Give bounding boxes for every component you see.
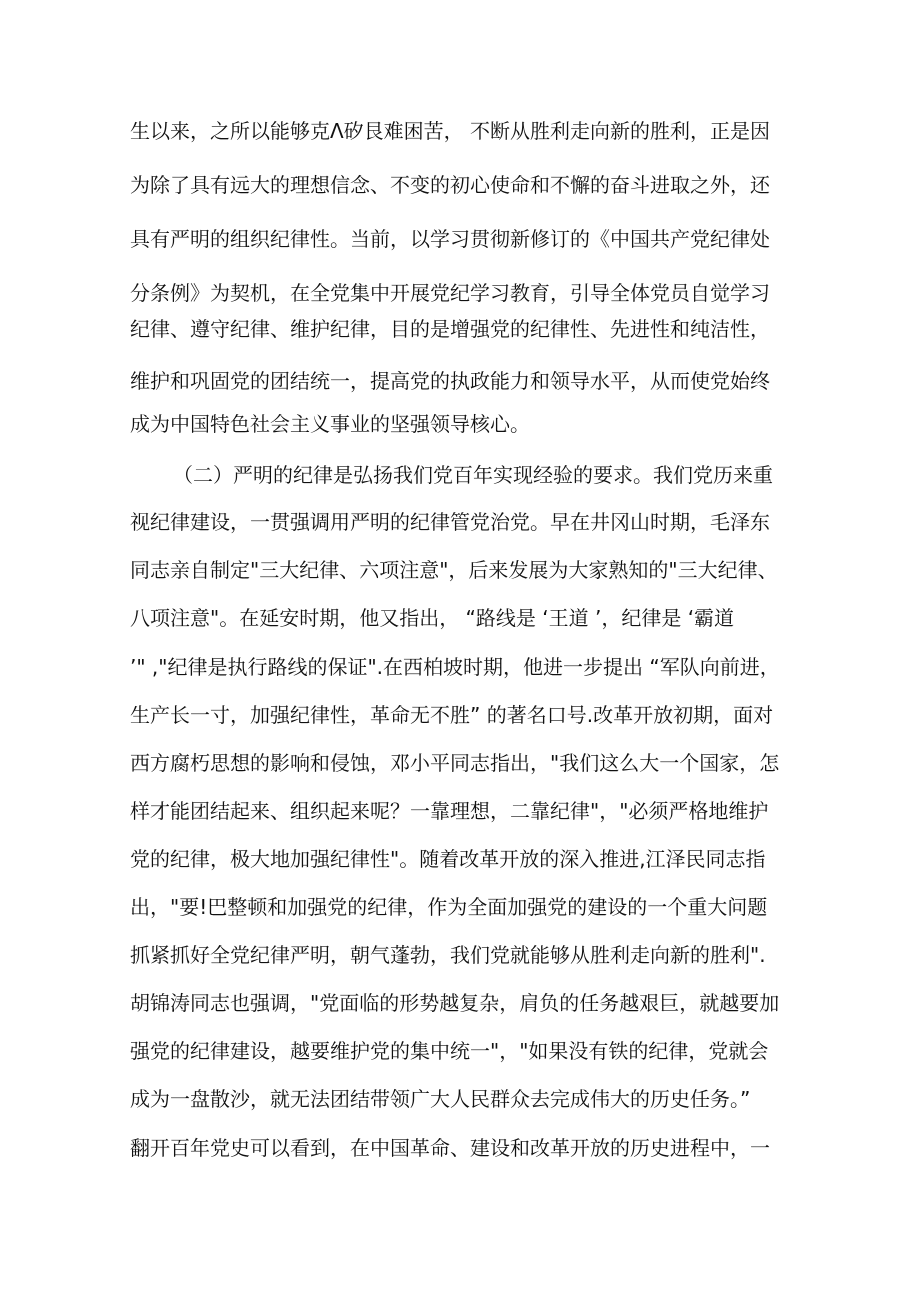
text-line: 纪律、遵守纪律、维护纪律，目的是增强党的纪律性、先进性和纯洁性， — [130, 317, 770, 341]
text-line: 生以来，之所以能够克Λ矽艮难困苦， 不断从胜利走向新的胜利，正是因 — [130, 119, 771, 143]
text-line: 西方腐朽思想的影响和侵蚀，邓小平同志指出，"我们这么大一个国家，怎 — [130, 751, 780, 775]
text-line: 成为中国特色社会主义事业的坚强领导核心。 — [130, 412, 530, 436]
text-line: 强党的纪律建设，越要维护党的集中统一"，"如果没有铁的纪律，党就会 — [130, 1039, 769, 1063]
text-line: 分条例》为契机，在全党集中开展党纪学习教育，引导全体党员自觉学习 — [130, 281, 770, 305]
text-line: 生产长一寸，加强纪律性，革命无不胜” 的著名口号.改革开放初期，面对 — [130, 703, 774, 727]
text-line: 翻开百年党史可以看到，在中国革命、建设和改革开放的历史进程中，一 — [130, 1136, 770, 1160]
paragraph-heading-line: （二）严明的纪律是弘扬我们党百年实现经验的要求。我们党历来重 — [173, 463, 773, 487]
text-line: 为除了具有远大的理想信念、不变的初心使命和不懈的奋斗进取之外，还 — [130, 173, 770, 197]
text-line: 具有严明的组织纪律性。当前，以学习贯彻新修订的《中国共产党纪律处 — [130, 227, 770, 251]
text-line: 党的纪律，极大地加强纪律性"。随着改革开放的深入推进,江泽民同志指 — [130, 847, 766, 871]
text-line: 成为一盘散沙，就无法团结带领广大人民群众去完成伟大的历史任务。” — [130, 1087, 751, 1111]
text-line: ’" ,"纪律是执行路线的保证".在西柏坡时期，他进一步提出 “军队向前进， — [130, 655, 780, 679]
text-line: 同志亲自制定"三大纪律、六项注意"，后来发展为大家熟知的"三大纪律、 — [130, 558, 778, 582]
text-line: 胡锦涛同志也强调，"党面临的形势越复杂，肩负的任务越艰巨，就越要加 — [130, 991, 780, 1015]
text-line: 抓紧抓好全党纪律严明，朝气蓬勃，我们党就能够从胜利走向新的胜利". — [130, 943, 766, 967]
text-line: 维护和巩固党的团结统一，提高党的执政能力和领导水平，从而使党始终 — [130, 369, 770, 393]
text-line: 八项注意"。在延安时期，他又指出， “路线是 ‘王道 ’，纪律是 ‘霸道 — [130, 606, 735, 630]
text-line: 视纪律建设，一贯强调用严明的纪律管党治党。早在井冈山时期，毛泽东 — [130, 510, 770, 534]
text-line: 样才能团结起来、组织起来呢？一靠理想，二靠纪律"，"必须严格地维护 — [130, 799, 769, 823]
text-line: 出，"要!巴整顿和加强党的纪律，作为全面加强党的建设的一个重大问题 — [130, 895, 768, 919]
